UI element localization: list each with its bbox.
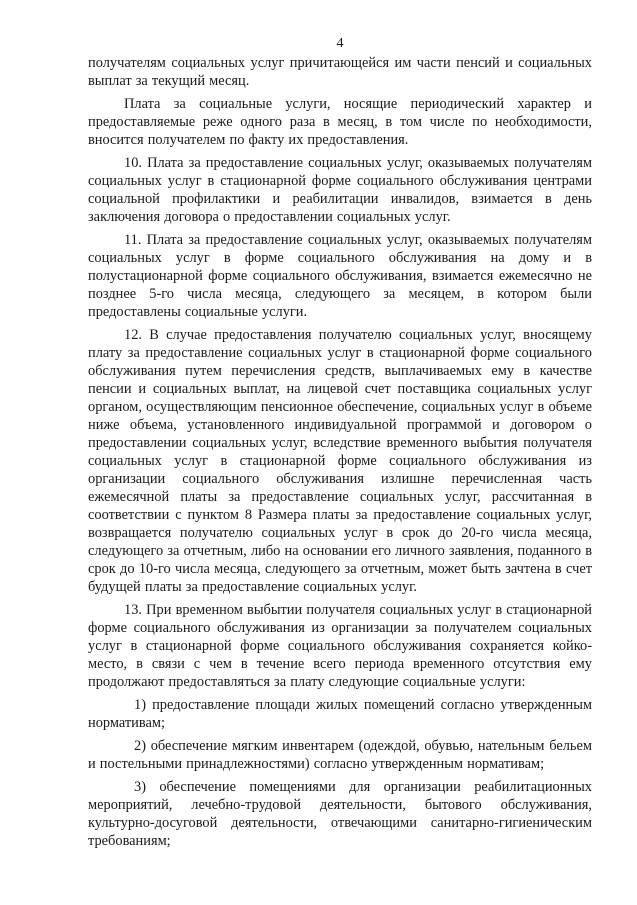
list-item-3: 3) обеспечение помещениями для организации реабилитационных мероприятий, лечебно-трудовой деятельности, бытового обслуживания, культурно-досуговой деятельности, отвечающими санитарно-гигиеническим требованиям; (88, 779, 592, 849)
paragraph-clause-13: 13. При временном выбытии получателя социальных услуг в стационарной форме социального обслуживания из организации за получателем социальных услуг в стационарной форме социального обслуживания сохраняется койко-место, в связи с чем в течение всего периода временного отсутствия ему продолжают предоставляться за плату следующие социальные услуги: (88, 602, 592, 690)
paragraph-periodic-payment: Плата за социальные услуги, носящие периодический характер и предоставляемые реже одного раза в месяц, в том числе по необходимости, вносится получателем по факту их предоставления. (88, 96, 592, 148)
paragraph-clause-12: 12. В случае предоставления получателю социальных услуг, вносящему плату за предоставление социальных услуг в стационарной форме социального обслуживания путем перечисления средств, выплачиваемых ему в качестве пенсии и социальных выплат, на лицевой счет поставщика социальных услуг органом, осуществляющим пенсионное обеспечение, социальных услуг в объеме ниже объема, установленного индивидуальной программой и договором о предоставлении социальных услуг, вследствие временного выбытия получателя социальных услуг в стационарной форме социального обслуживания из организации социального обслуживания излишне перечисленная часть ежемесячной платы за предоставление социальных услуг, рассчитанная в соответствии с пунктом 8 Размера платы за предоставление социальных услуг, возвращается получателю социальных услуг в срок до 20-го числа месяца, следующего за отчетным, либо на основании его личного заявления, поданного в срок до 10-го числа месяца, следующего за отчетным, может быть зачтена в счет будущей платы за предоставление социальных услуг. (88, 327, 592, 595)
list-item-1: 1) предоставление площади жилых помещений согласно утвержденным нормативам; (88, 697, 592, 731)
paragraph-clause-10: 10. Плата за предоставление социальных услуг, оказываемых получателям социальных услуг в стационарной форме социального обслуживания центрами социальной профилактики и реабилитации инвалидов, взимается в день заключения договора о предоставлении социальных услуг. (88, 155, 592, 225)
page-number: 4 (336, 36, 344, 51)
paragraph-continuation: получателям социальных услуг причитающейся им части пенсий и социальных выплат за текущий месяц. (88, 55, 592, 89)
paragraph-clause-11: 11. Плата за предоставление социальных услуг, оказываемых получателям социальных услуг в форме социального обслуживания на дому и в полустационарной форме социального обслуживания, взимается ежемесячно не позднее 5-го числа месяца, следующего за месяцем, в котором были предоставлены социальные услуги. (88, 232, 592, 320)
list-item-2: 2) обеспечение мягким инвентарем (одеждой, обувью, нательным бельем и постельными принадлежностями) согласно утвержденным нормативам; (88, 738, 592, 772)
